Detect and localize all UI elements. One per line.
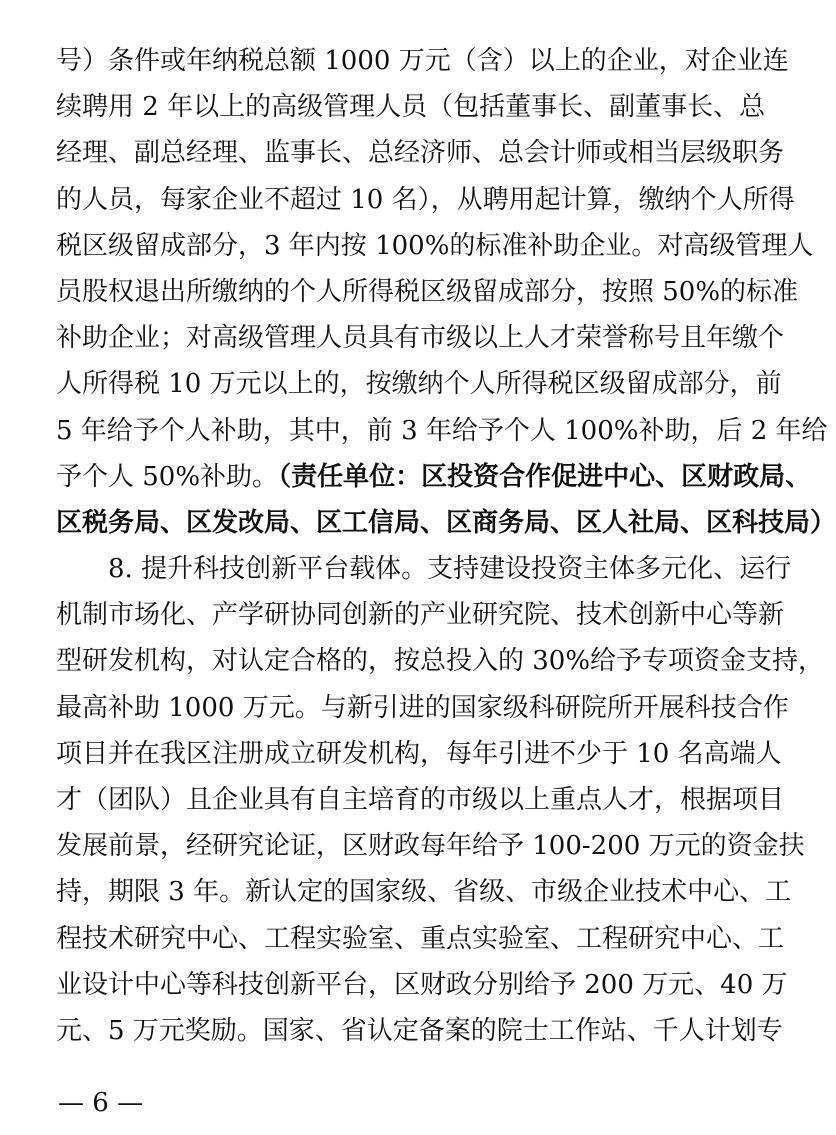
para8-first-line bbox=[56, 546, 792, 592]
responsible-units-end: 区税务局、区发改局、区工信局、区商务局、区人社局、区科技局） bbox=[56, 507, 836, 538]
para8-heading: 8. 提升科技创新平台载体。 bbox=[108, 554, 428, 585]
text-line-10 bbox=[56, 454, 812, 500]
text-line-2: 续聘用 2 年以上的高级管理人员（包括董事长、副董事长、总 bbox=[56, 92, 766, 123]
text-line-9: 5 年给予个人补助，其中，前 3 年给予个人 100%补助，后 2 年给 bbox=[56, 415, 828, 446]
para8-line-8: 程技术研究中心、工程实验室、重点实验室、工程研究中心、工 bbox=[56, 923, 785, 954]
para8-line-5: 才（团队）且企业具有自主培育的市级以上重点人才，根据项目 bbox=[56, 785, 785, 815]
text-line-10-plain: 予个人 50%补助。 bbox=[56, 461, 279, 492]
para8-line-6: 发展前景，经研究论证，区财政每年给予 100-200 万元的资金扶 bbox=[56, 831, 805, 862]
text-line-4: 的人员，每家企业不超过 10 名），从聘用起计算，缴纳个人所得 bbox=[56, 184, 795, 215]
text-line-1: 号）条件或年纳税总额 1000 万元（含）以上的企业，对企业连 bbox=[56, 46, 789, 76]
para8-line-2: 型研发机构，对认定合格的，按总投入的 30%给予专项资金支持， bbox=[56, 646, 825, 677]
para8-line-4: 项目并在我区注册成立研发机构，每年引进不少于 10 名高端人 bbox=[56, 738, 782, 769]
para8-line-7: 持，期限 3 年。新认定的国家级、省级、市级企业技术中心、工 bbox=[56, 877, 792, 908]
para8-line-10: 元、5 万元奖励。国家、省认定备案的院士工作站、千人计划专 bbox=[56, 1015, 783, 1046]
body-text bbox=[56, 38, 836, 1054]
text-line-7: 补助企业；对高级管理人员具有市级以上人才荣誉称号且年缴个 bbox=[56, 323, 785, 354]
para8-line-1: 机制市场化、产学研协同创新的产业研究院、技术创新中心等新 bbox=[56, 600, 785, 631]
text-line-11 bbox=[56, 500, 836, 546]
text-line-6: 员股权退出所缴纳的个人所得税区级留成部分，按照 50%的标准 bbox=[56, 276, 799, 307]
page-number: — 6 — bbox=[58, 1088, 144, 1118]
text-line-5: 税区级留成部分，3 年内按 100%的标准补助企业。对高级管理人 bbox=[56, 230, 814, 261]
responsible-units-start: （责任单位：区投资合作促进中心、区财政局、 bbox=[278, 461, 812, 492]
text-line-8: 人所得税 10 万元以上的，按缴纳个人所得税区级留成部分，前 bbox=[56, 369, 782, 400]
para8-first-tail: 支持建设投资主体多元化、运行 bbox=[427, 554, 792, 585]
para8-line-9: 业设计中心等科技创新平台，区财政分别给予 200 万元、40 万 bbox=[56, 969, 788, 1000]
para8-line-3: 最高补助 1000 万元。与新引进的国家级科研院所开展科技合作 bbox=[56, 692, 789, 723]
text-line-3: 经理、副总经理、监事长、总经济师、总会计师或相当层级职务 bbox=[56, 138, 785, 169]
